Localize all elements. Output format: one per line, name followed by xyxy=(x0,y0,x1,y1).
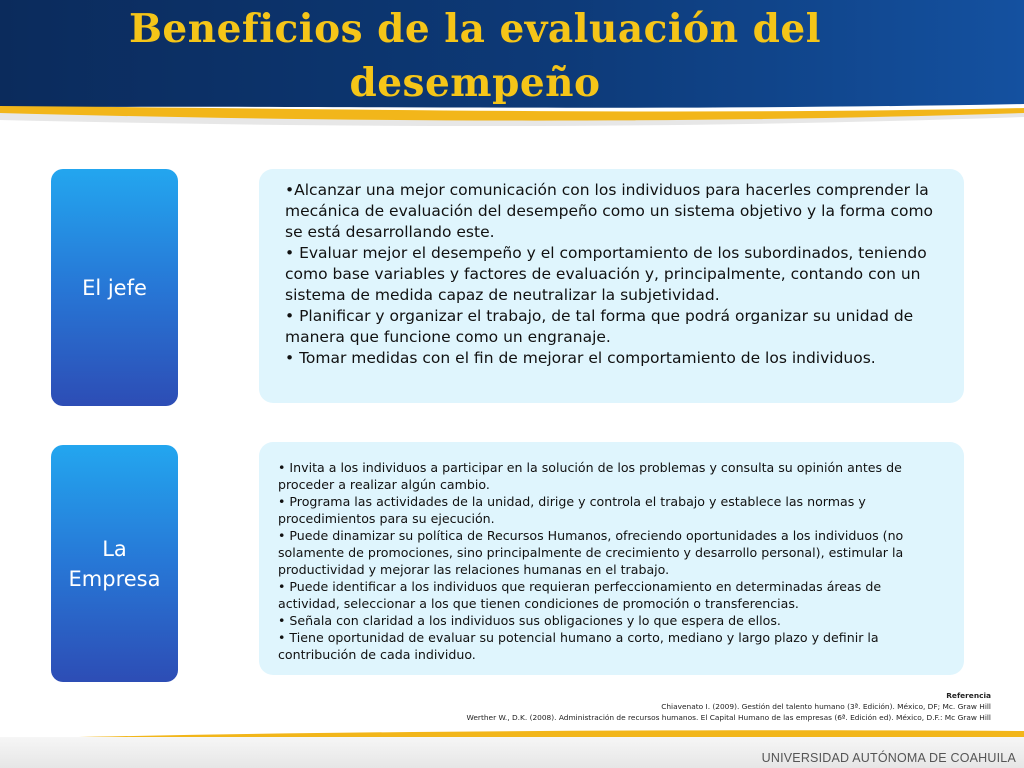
references-title: Referencia xyxy=(946,691,991,700)
references-block xyxy=(371,690,991,723)
benefits-panel-el-jefe xyxy=(259,169,964,403)
reference-entry: Werther W., D.K. (2008). Administración de recursos humanos. El Capital Humano de las empresas (6ª. Edición ed). México, D.F.: Mc Graw Hill xyxy=(466,713,991,722)
section-label-la-empresa xyxy=(51,445,178,682)
section-label-el-jefe xyxy=(51,169,178,406)
slide-title: Beneficios de la evaluación del desempeño xyxy=(128,6,822,106)
list-item: • Planificar y organizar el trabajo, de tal forma que podrá organizar su unidad de manera que funcione como un engranaje. xyxy=(285,307,914,346)
list-item: • Puede identificar a los individuos que requieran perfeccionamiento en determinadas áreas de actividad, seleccionar a los que tienen condiciones de promoción o transferencias. xyxy=(278,579,882,611)
list-item: • Puede dinamizar su política de Recursos Humanos, ofreciendo oportunidades a los individuos (no solamente de promociones, sino principalmente de crecimiento y desarrollo personal), estimular la productividad y mejorar las relaciones humanas en el trabajo. xyxy=(278,528,904,577)
list-item: • Invita a los individuos a participar en la solución de los problemas y consulta su opinión antes de proceder a realizar algún cambio. xyxy=(278,460,902,492)
list-item: • Programa las actividades de la unidad, dirige y controla el trabajo y establece las normas y procedimientos para su ejecución. xyxy=(278,494,866,526)
list-item: • Tiene oportunidad de evaluar su potencial humano a corto, mediano y largo plazo y definir la contribución de cada individuo. xyxy=(278,630,879,662)
header-banner xyxy=(0,0,1024,130)
list-item: • Señala con claridad a los individuos sus obligaciones y lo que espera de ellos. xyxy=(278,613,781,628)
list-item: • Tomar medidas con el fin de mejorar el comportamiento de los individuos. xyxy=(285,349,876,367)
benefits-panel-la-empresa xyxy=(259,442,964,675)
section-label-text: La Empresa xyxy=(68,536,161,591)
reference-entry: Chiavenato I. (2009). Gestión del talento humano (3ª. Edición). México, DF; Mc. Graw Hill xyxy=(661,702,991,711)
list-item: •Alcanzar una mejor comunicación con los individuos para hacerles comprender la mecánica de evaluación del desempeño como un sistema objetivo y la forma como se está desarrollando este. xyxy=(285,181,934,241)
institution-name: UNIVERSIDAD AUTÓNOMA DE COAHUILA xyxy=(761,751,1016,765)
list-item: • Evaluar mejor el desempeño y el comportamiento de los subordinados, teniendo como base variables y factores de evaluación y, principalmente, contando con un sistema de medida capaz de neutralizar la subjetividad. xyxy=(285,244,927,304)
section-label-text: El jefe xyxy=(82,275,147,300)
